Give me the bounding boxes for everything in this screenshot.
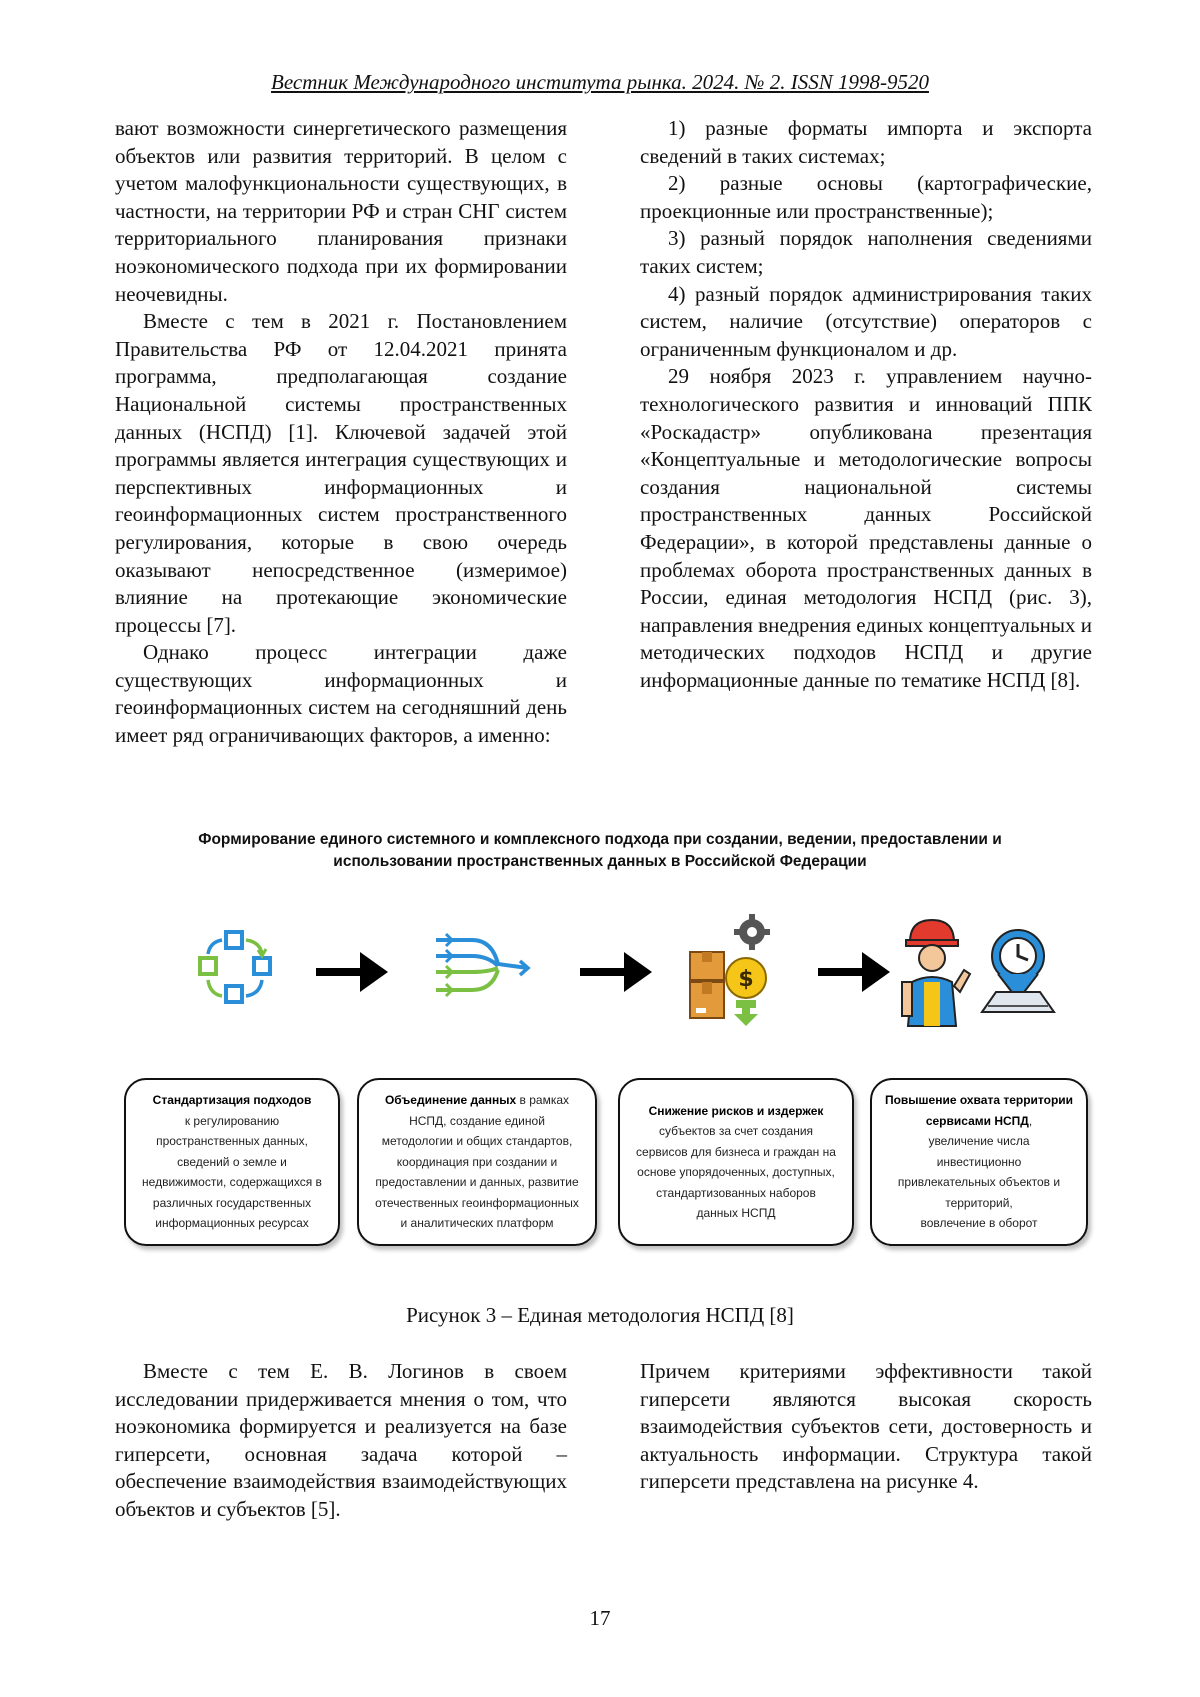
paragraph: Причем критериями эффективности такой гиперсети являются высокая скорость взаимодействия субъектов сети, достоверность и актуальность информации. Структура такой гиперсети представлена на рисунке 4.	[640, 1359, 1092, 1494]
list-item: 1) разные форматы импорта и экспорта сведений в таких системах;	[640, 116, 1092, 168]
body-column-right-bottom	[640, 1358, 1092, 1496]
body-column-left-top	[115, 115, 567, 750]
methodology-box-coverage: Повышение охвата территории сервисами НСПД, увеличение числа инвестиционно привлекательных объектов и территорий, вовлечение в оборот	[870, 1078, 1088, 1246]
list-item: 3) разный порядок наполнения сведениями таких систем;	[640, 226, 1092, 278]
paragraph: Однако процесс интеграции даже существующих информационных и геоинформационных систем на сегодняшний день имеет ряд ограничивающих факторов, а именно:	[115, 640, 567, 748]
svg-text:$: $	[738, 967, 754, 992]
list-item: 2) разные основы (картографические, проекционные или пространственные);	[640, 171, 1092, 223]
list-item: 4) разный порядок администрирования таких систем, наличие (отсутствие) операторов с ограниченным функционалом и др.	[640, 281, 1092, 361]
paragraph: вают возможности синергетического размещения объектов или развития территорий. В целом с учетом малофункциональности существующих, в частности, на территории РФ и стран СНГ систем территориального планирования признаки ноэкономического подхода при их формировании неочевидны.	[115, 116, 567, 306]
merge-arrows-icon	[432, 928, 532, 1008]
boxes-coin-gear-icon	[684, 912, 784, 1030]
engineer-map-pin-icon	[898, 916, 1058, 1028]
arrow-right-icon	[818, 952, 890, 992]
paragraph: 29 ноября 2023 г. управлением научно-технологического развития и инноваций ППК «Роскадастр» опубликована презентация «Концептуальные и методологические вопросы создания национальной системы пространственных данных Российской Федерации», в которой представлены данные о проблемах оборота пространственных данных в России, единая методология НСПД (рис. 3), направления внедрения единых концептуальных и методических подходов НСПД и другие информационные данные по тематике НСПД [8].	[640, 364, 1093, 692]
arrow-right-icon	[316, 952, 388, 992]
cycle-arrows-icon	[196, 928, 276, 1008]
figure-caption: Рисунок 3 – Единая методология НСПД [8]	[406, 1303, 794, 1327]
body-column-right-top	[640, 115, 1092, 694]
methodology-box-data-integration: Объединение данных в рамках НСПД, создание единой методологии и общих стандартов, координация при создании и предоставлении и данных, развитие отечественных геоинформационных и аналитических платформ	[357, 1078, 597, 1246]
page-number: 17	[589, 1606, 611, 1630]
journal-header: Вестник Международного института рынка. 2024. № 2. ISSN 1998-9520	[271, 70, 929, 94]
methodology-box-risk-reduction: Снижение рисков и издержек субъектов за счет создания сервисов для бизнеса и граждан на основе упорядоченных, доступных, стандартизованных наборов данных НСПД	[618, 1078, 854, 1246]
paragraph: Вместе с тем Е. В. Логинов в своем исследовании придерживается мнения о том, что ноэкономика формируется и реализуется на базе гиперсети, основная задача которой – обеспечение взаимодействия взаимодействующих объектов и субъектов [5].	[115, 1359, 567, 1521]
paragraph: Вместе с тем в 2021 г. Постановлением Правительства РФ от 12.04.2021 принята программа, предполагающая создание Национальной системы пространственных данных (НСПД) [1]. Ключевой задачей этой программы является интеграция существующих и перспективных информационных и геоинформационных систем пространственного регулирования, которые в свою очередь оказывают непосредственное (измеримое) влияние на протекающие экономические процессы [7].	[115, 309, 567, 637]
body-column-left-bottom	[115, 1358, 567, 1524]
figure-title: Формирование единого системного и комплексного подхода при создании, ведении, предоставлении и использовании пространственных данных в Российской Федерации	[198, 831, 1002, 870]
arrow-right-icon	[580, 952, 652, 992]
methodology-box-standardization: Стандартизация подходов к регулированию пространственных данных, сведений о земле и недвижимости, содержащихся в различных государственных информационных ресурсах	[124, 1078, 340, 1246]
